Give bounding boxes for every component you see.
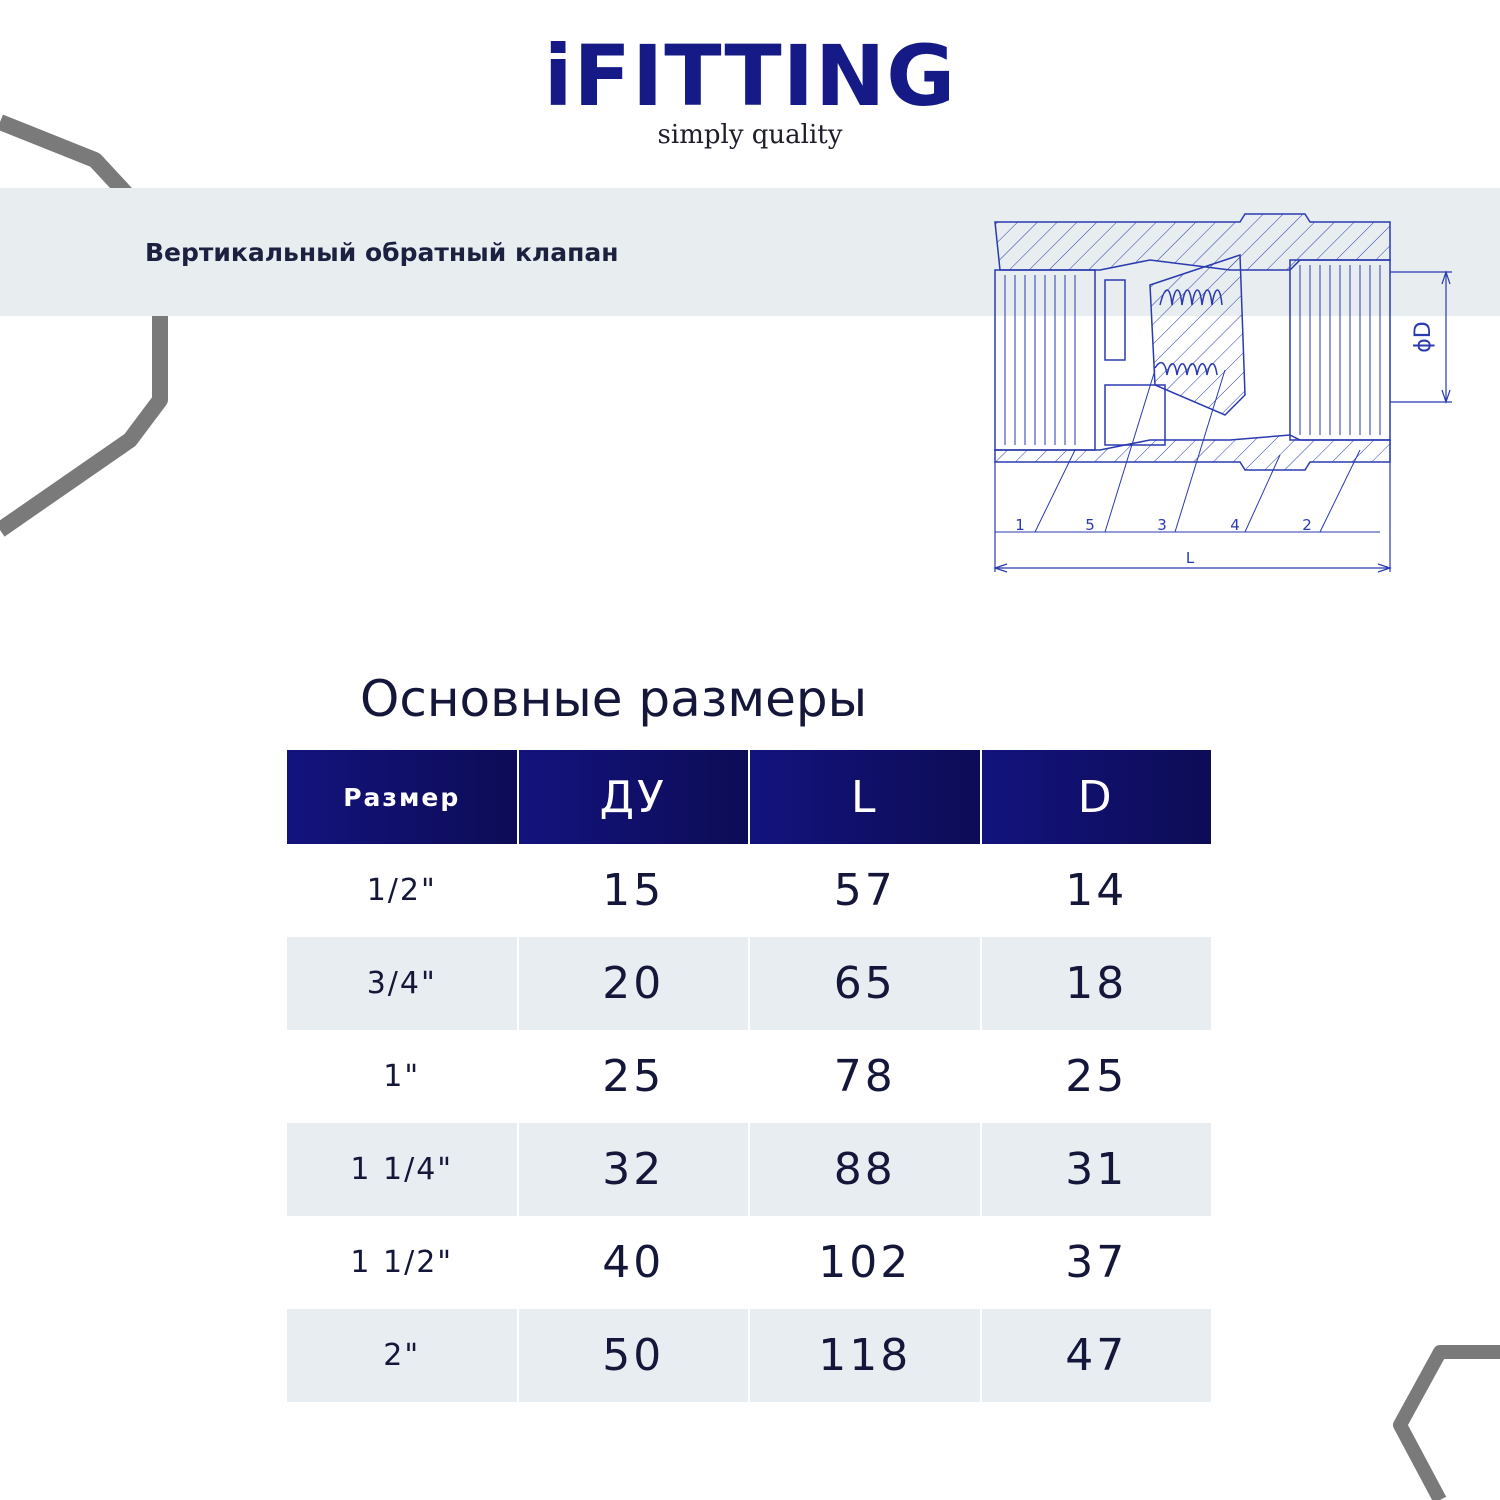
part-number-4: 4: [1230, 516, 1240, 534]
cell-length: 65: [750, 937, 980, 1030]
cell-length: 102: [818, 1237, 912, 1288]
table-row: [287, 1309, 1211, 1402]
cell-length: 78: [833, 1051, 896, 1102]
cell-du: 50: [519, 1309, 749, 1402]
cell-size: 2": [287, 1309, 517, 1402]
brand-tagline: simply quality: [657, 120, 843, 150]
cell-du: 25: [602, 1051, 665, 1102]
part-number-5: 5: [1085, 516, 1095, 534]
diameter-label: ϕD: [1411, 321, 1436, 353]
cell-length: 118: [750, 1309, 980, 1402]
dimensions-table: [285, 750, 1213, 1402]
table-row: [287, 1123, 1211, 1216]
cell-du: 32: [519, 1123, 749, 1216]
table-row: [287, 1030, 1211, 1123]
column-header-size: Размер: [287, 750, 517, 844]
table-row: [287, 844, 1211, 937]
cell-du: 40: [602, 1237, 665, 1288]
cell-diameter: 25: [1065, 1051, 1128, 1102]
product-name: Вертикальный обратный клапан: [145, 238, 619, 267]
brand-name: iFITTING: [543, 27, 957, 125]
column-header-du: ДУ: [519, 750, 749, 844]
cell-size: 1/2": [366, 873, 437, 908]
table-row: [287, 1216, 1211, 1309]
cell-du: 20: [519, 937, 749, 1030]
valve-body-outline: [995, 214, 1390, 470]
part-number-3: 3: [1157, 516, 1167, 534]
table-header-row: [287, 750, 1211, 844]
cell-size: 1": [383, 1059, 421, 1094]
dimensions-title: Основные размеры: [360, 670, 868, 728]
cell-length: 88: [750, 1123, 980, 1216]
column-header-length: L: [750, 750, 980, 844]
cell-du: 15: [602, 865, 665, 916]
cell-diameter: 31: [982, 1123, 1212, 1216]
cell-size: 1 1/4": [287, 1123, 517, 1216]
cell-diameter: 47: [982, 1309, 1212, 1402]
cell-size: 1 1/2": [350, 1245, 454, 1280]
length-label: L: [1185, 549, 1195, 567]
part-number-2: 2: [1302, 516, 1312, 534]
valve-cross-section-drawing: [980, 200, 1480, 590]
column-header-diameter: D: [982, 750, 1212, 844]
cell-diameter: 14: [1065, 865, 1128, 916]
cell-length: 57: [833, 865, 896, 916]
hexagon-outline-left: [0, 122, 160, 530]
part-number-1: 1: [1015, 516, 1025, 534]
table-row: [287, 937, 1211, 1030]
cell-diameter: 18: [982, 937, 1212, 1030]
brand-logo: [0, 28, 1500, 150]
cell-diameter: 37: [1065, 1237, 1128, 1288]
cell-size: 3/4": [287, 937, 517, 1030]
hexagon-outline-bottom-right: [1400, 1352, 1500, 1500]
